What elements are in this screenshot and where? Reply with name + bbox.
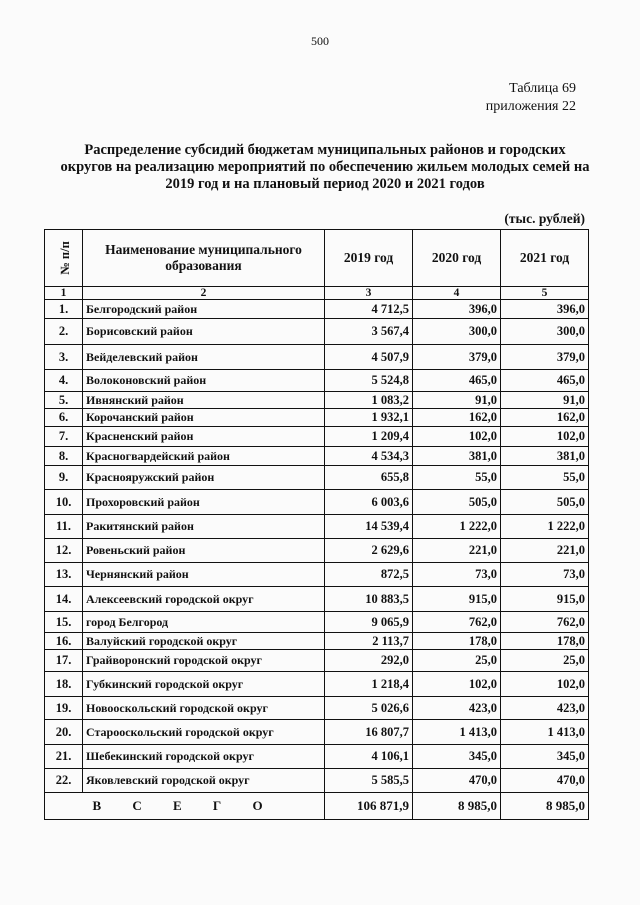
row-value-2019: 872,5 [325, 563, 413, 587]
row-name: Красногвардейский район [83, 447, 325, 466]
row-number: 17. [45, 650, 83, 672]
row-number: 7. [45, 427, 83, 447]
column-number: 1 [45, 287, 83, 300]
row-name: Волоконовский район [83, 370, 325, 392]
row-number: 12. [45, 539, 83, 563]
row-value-2019: 1 218,4 [325, 672, 413, 697]
row-value-2019: 4 507,9 [325, 345, 413, 370]
row-value-2019: 4 106,1 [325, 745, 413, 769]
row-name: Новооскольский городской округ [83, 697, 325, 720]
table-row [45, 587, 589, 612]
row-value-2020: 1 413,0 [413, 720, 501, 745]
row-value-2021: 915,0 [501, 587, 589, 612]
header-num: № п/п [45, 230, 83, 287]
row-name: Вейделевский район [83, 345, 325, 370]
row-number: 3. [45, 345, 83, 370]
row-number: 8. [45, 447, 83, 466]
header-row [45, 230, 589, 287]
row-value-2020: 1 222,0 [413, 515, 501, 539]
row-value-2020: 102,0 [413, 672, 501, 697]
row-value-2020: 91,0 [413, 392, 501, 409]
table-row [45, 633, 589, 650]
total-2021: 8 985,0 [501, 793, 589, 820]
table-row [45, 409, 589, 427]
row-value-2021: 470,0 [501, 769, 589, 793]
row-value-2021: 178,0 [501, 633, 589, 650]
row-name: Красненский район [83, 427, 325, 447]
row-value-2020: 505,0 [413, 490, 501, 515]
row-value-2019: 5 585,5 [325, 769, 413, 793]
row-value-2020: 73,0 [413, 563, 501, 587]
table-row [45, 345, 589, 370]
row-number: 19. [45, 697, 83, 720]
table-row [45, 769, 589, 793]
row-value-2021: 73,0 [501, 563, 589, 587]
row-value-2019: 6 003,6 [325, 490, 413, 515]
row-number: 18. [45, 672, 83, 697]
appendix-label: приложения 22 [485, 99, 576, 114]
row-name: Алексеевский городской округ [83, 587, 325, 612]
row-value-2021: 91,0 [501, 392, 589, 409]
row-number: 10. [45, 490, 83, 515]
row-number: 11. [45, 515, 83, 539]
row-number: 13. [45, 563, 83, 587]
row-value-2021: 465,0 [501, 370, 589, 392]
total-2020: 8 985,0 [413, 793, 501, 820]
table-label: Таблица 69 [509, 81, 576, 96]
row-value-2021: 381,0 [501, 447, 589, 466]
row-value-2020: 300,0 [413, 319, 501, 345]
row-value-2020: 102,0 [413, 427, 501, 447]
table-row [45, 612, 589, 633]
row-value-2020: 396,0 [413, 300, 501, 319]
row-value-2019: 4 712,5 [325, 300, 413, 319]
row-name: Борисовский район [83, 319, 325, 345]
row-name: Корочанский район [83, 409, 325, 427]
row-value-2019: 14 539,4 [325, 515, 413, 539]
row-value-2021: 762,0 [501, 612, 589, 633]
row-value-2019: 5 524,8 [325, 370, 413, 392]
total-label: В С Е Г О [45, 793, 325, 820]
table-row [45, 447, 589, 466]
row-value-2019: 10 883,5 [325, 587, 413, 612]
row-name: Ровеньский район [83, 539, 325, 563]
row-value-2019: 1 209,4 [325, 427, 413, 447]
row-value-2020: 915,0 [413, 587, 501, 612]
row-number: 16. [45, 633, 83, 650]
column-number-row [45, 287, 589, 300]
row-value-2020: 470,0 [413, 769, 501, 793]
row-value-2019: 1 083,2 [325, 392, 413, 409]
row-name: Прохоровский район [83, 490, 325, 515]
header-2020: 2020 год [413, 230, 501, 287]
row-value-2020: 762,0 [413, 612, 501, 633]
row-name: Валуйский городской округ [83, 633, 325, 650]
row-number: 1. [45, 300, 83, 319]
row-value-2020: 221,0 [413, 539, 501, 563]
column-number: 2 [83, 287, 325, 300]
row-number: 9. [45, 466, 83, 490]
table-row [45, 370, 589, 392]
row-value-2019: 5 026,6 [325, 697, 413, 720]
row-value-2020: 345,0 [413, 745, 501, 769]
row-number: 20. [45, 720, 83, 745]
page-number: 500 [311, 34, 329, 48]
table-row [45, 466, 589, 490]
row-value-2020: 381,0 [413, 447, 501, 466]
row-number: 21. [45, 745, 83, 769]
row-name: Шебекинский городской округ [83, 745, 325, 769]
table-row [45, 720, 589, 745]
column-number: 4 [413, 287, 501, 300]
row-number: 14. [45, 587, 83, 612]
total-2019: 106 871,9 [325, 793, 413, 820]
row-value-2021: 423,0 [501, 697, 589, 720]
row-number: 15. [45, 612, 83, 633]
row-value-2021: 1 413,0 [501, 720, 589, 745]
row-value-2019: 4 534,3 [325, 447, 413, 466]
row-value-2021: 505,0 [501, 490, 589, 515]
row-value-2020: 178,0 [413, 633, 501, 650]
row-name: Чернянский район [83, 563, 325, 587]
units-label: (тыс. рублей) [504, 211, 585, 226]
row-value-2021: 379,0 [501, 345, 589, 370]
row-value-2019: 16 807,7 [325, 720, 413, 745]
row-value-2021: 396,0 [501, 300, 589, 319]
row-value-2020: 423,0 [413, 697, 501, 720]
table-row [45, 427, 589, 447]
row-value-2020: 465,0 [413, 370, 501, 392]
row-number: 6. [45, 409, 83, 427]
row-value-2021: 25,0 [501, 650, 589, 672]
row-value-2019: 9 065,9 [325, 612, 413, 633]
table-row [45, 745, 589, 769]
row-number: 5. [45, 392, 83, 409]
row-value-2020: 55,0 [413, 466, 501, 490]
subsidies-table [44, 229, 589, 820]
row-number: 22. [45, 769, 83, 793]
row-value-2021: 102,0 [501, 427, 589, 447]
table-row [45, 539, 589, 563]
row-value-2021: 221,0 [501, 539, 589, 563]
row-value-2020: 162,0 [413, 409, 501, 427]
table-row [45, 319, 589, 345]
header-name: Наименование муниципального образования [83, 230, 325, 287]
table-row [45, 490, 589, 515]
row-number: 4. [45, 370, 83, 392]
row-name: Грайворонский городской округ [83, 650, 325, 672]
row-value-2021: 300,0 [501, 319, 589, 345]
row-value-2019: 1 932,1 [325, 409, 413, 427]
row-name: Ивнянский район [83, 392, 325, 409]
row-number: 2. [45, 319, 83, 345]
row-value-2021: 345,0 [501, 745, 589, 769]
row-value-2020: 25,0 [413, 650, 501, 672]
row-value-2021: 102,0 [501, 672, 589, 697]
table-row [45, 392, 589, 409]
column-number: 3 [325, 287, 413, 300]
total-row [45, 793, 589, 820]
table-row [45, 300, 589, 319]
table-reference [486, 80, 576, 116]
row-value-2019: 292,0 [325, 650, 413, 672]
row-name: Яковлевский городской округ [83, 769, 325, 793]
row-value-2021: 55,0 [501, 466, 589, 490]
row-value-2019: 2 629,6 [325, 539, 413, 563]
row-value-2020: 379,0 [413, 345, 501, 370]
row-value-2021: 162,0 [501, 409, 589, 427]
header-2019: 2019 год [325, 230, 413, 287]
row-name: Старооскольский городской округ [83, 720, 325, 745]
row-value-2019: 655,8 [325, 466, 413, 490]
row-value-2021: 1 222,0 [501, 515, 589, 539]
table-row [45, 563, 589, 587]
table-row [45, 515, 589, 539]
row-name: Ракитянский район [83, 515, 325, 539]
row-name: Губкинский городской округ [83, 672, 325, 697]
row-name: город Белгород [83, 612, 325, 633]
row-name: Белгородский район [83, 300, 325, 319]
header-2021: 2021 год [501, 230, 589, 287]
row-name: Краснояружский район [83, 466, 325, 490]
document-title: Распределение субсидий бюджетам муниципальных районов и городских округов на реализацию мероприятий по обеспечению жильем молодых семей на 2019 год и на плановый период 2020 и 2021 годов [60, 142, 590, 192]
row-value-2019: 2 113,7 [325, 633, 413, 650]
row-value-2019: 3 567,4 [325, 319, 413, 345]
table-row [45, 697, 589, 720]
column-number: 5 [501, 287, 589, 300]
table-row [45, 672, 589, 697]
table-row [45, 650, 589, 672]
